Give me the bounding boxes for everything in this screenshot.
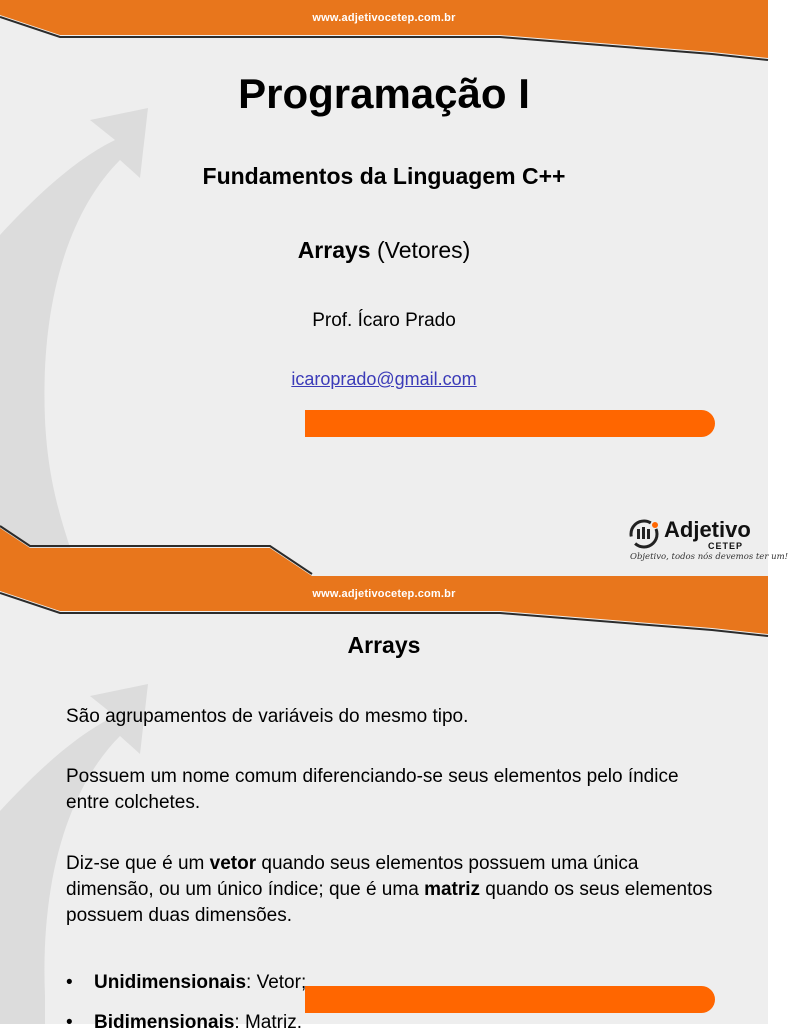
topic-rest: (Vetores) (370, 237, 471, 263)
slide-title: Arrays (347, 632, 421, 658)
header-url[interactable]: www.adjetivocetep.com.br (312, 588, 456, 600)
bullet-dot: • (66, 972, 73, 993)
accent-bar (305, 986, 715, 1013)
slide-2 (0, 576, 768, 1033)
header-url[interactable]: www.adjetivocetep.com.br (312, 12, 456, 24)
p3-bold-vetor: vetor (209, 853, 257, 874)
bullet-bold: Unidimensionais (94, 972, 247, 993)
bullet-dot: • (66, 1012, 73, 1033)
p3-part3: quando os seus elementos possuem duas dimensões. (66, 879, 713, 926)
slide-topic (0, 237, 768, 264)
p3-part2: quando seus elementos possuem uma única dimensão, ou um único índice; que é uma (66, 853, 639, 900)
adjetivo-logo (628, 515, 788, 565)
professor-name: Prof. Ícaro Prado (312, 310, 456, 331)
bullet-item (66, 972, 306, 994)
p3-part1: Diz-se que é um (66, 853, 210, 874)
accent-bar (305, 410, 715, 437)
logo-cetep: CETEP (708, 541, 744, 551)
bullet-bold: Bidimensionais (94, 1012, 235, 1033)
slide-subtitle: Fundamentos da Linguagem C++ (202, 163, 566, 189)
bullet-item (66, 1012, 302, 1034)
email-link[interactable]: icaroprado@gmail.com (291, 369, 477, 389)
bullet-rest: : Vetor; (246, 972, 307, 993)
paragraph-3 (66, 851, 716, 929)
logo-name: Adjetivo (664, 517, 751, 542)
paragraph-1: São agrupamentos de variáveis do mesmo tipo. (66, 706, 469, 727)
logo-slogan: Objetivo, todos nós devemos ter um! (630, 552, 788, 562)
topic-bold: Arrays (297, 237, 371, 263)
slide-title: Programação I (238, 70, 530, 117)
logo-people-icon (628, 517, 662, 551)
paragraph-2: Possuem um nome comum diferenciando-se seus elementos pelo índice entre colchetes. (66, 766, 679, 813)
p3-bold-matriz: matriz (424, 879, 481, 900)
bullet-rest: : Matriz. (234, 1012, 302, 1033)
